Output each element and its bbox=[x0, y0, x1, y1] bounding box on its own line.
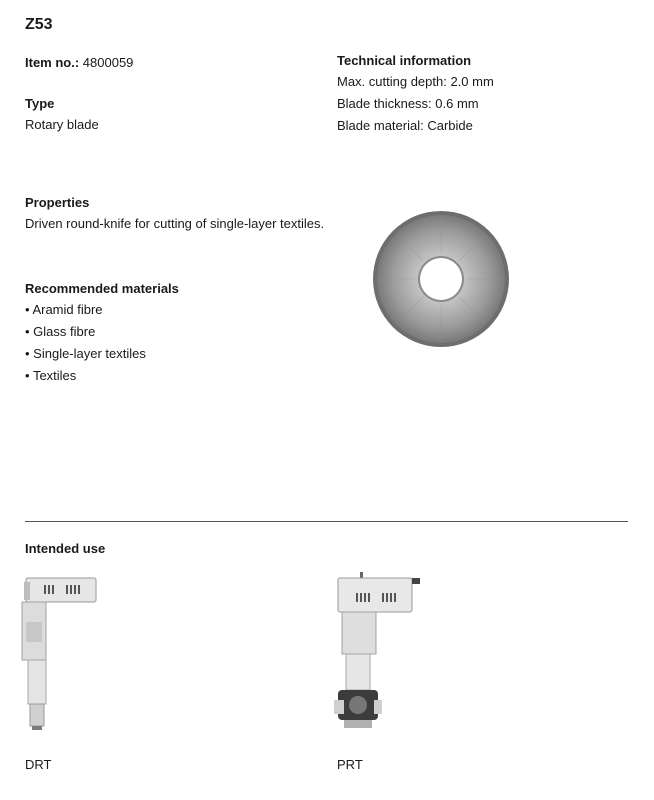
recommended-materials-list bbox=[25, 299, 179, 387]
properties-section bbox=[25, 194, 325, 235]
list-item: • Aramid fibre bbox=[25, 299, 179, 321]
technical-info-section bbox=[337, 52, 494, 137]
item-number-value: 4800059 bbox=[82, 55, 134, 70]
tech-line-cutting-depth: Max. cutting depth: 2.0 mm bbox=[337, 74, 494, 89]
tool-label-drt: DRT bbox=[25, 757, 52, 772]
rotary-blade-image bbox=[370, 208, 512, 350]
tool-label-prt: PRT bbox=[337, 757, 363, 772]
intended-use-heading: Intended use bbox=[25, 541, 106, 556]
tech-line-blade-material: Blade material: Carbide bbox=[337, 118, 473, 133]
type-value: Rotary blade bbox=[25, 117, 99, 132]
recommended-materials-section bbox=[25, 280, 179, 387]
list-item: • Textiles bbox=[25, 365, 179, 387]
properties-heading: Properties bbox=[25, 195, 90, 210]
technical-info-heading: Technical information bbox=[337, 53, 472, 68]
item-number bbox=[25, 52, 133, 74]
drt-tool-image bbox=[18, 572, 108, 732]
section-divider bbox=[25, 521, 628, 522]
type-heading: Type bbox=[25, 96, 55, 111]
type-section bbox=[25, 95, 99, 136]
item-number-label: Item no.: bbox=[25, 55, 80, 70]
list-item: • Single-layer textiles bbox=[25, 343, 179, 365]
product-title: Z53 bbox=[25, 16, 53, 33]
prt-tool-image bbox=[330, 570, 430, 735]
recommended-materials-heading: Recommended materials bbox=[25, 281, 179, 296]
list-item: • Glass fibre bbox=[25, 321, 179, 343]
properties-text: Driven round-knife for cutting of single-layer textiles. bbox=[25, 216, 325, 231]
tech-line-blade-thickness: Blade thickness: 0.6 mm bbox=[337, 96, 479, 111]
